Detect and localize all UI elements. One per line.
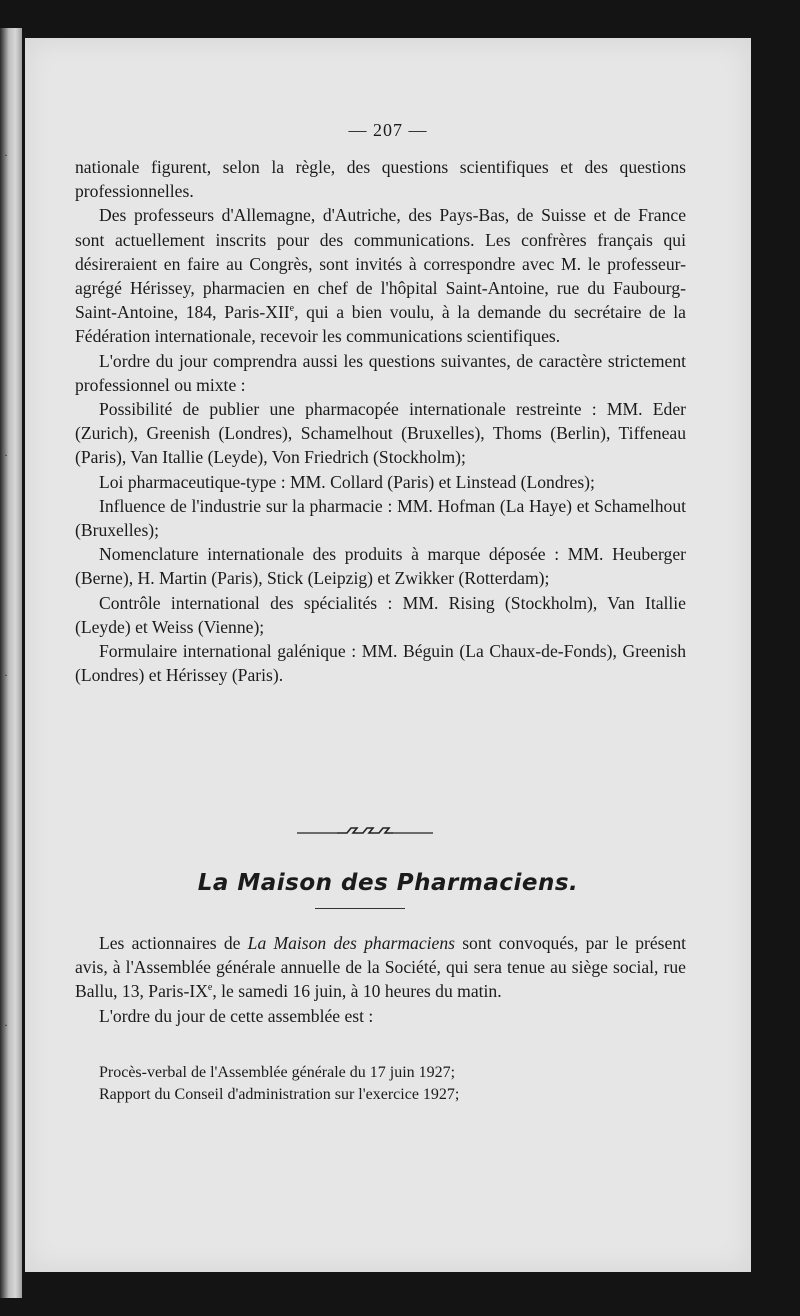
- text-run: Des professeurs d'Allemagne, d'Autriche, des Pays-Bas, de Suisse et de France sont actuellement inscrits pour des communications. Les confrères français qui désireraient en faire au Congrès, sont invités à correspondre avec M. le professeur-agrégé Hérissey, pharmacien en chef de l'hôpital Saint-Antoine, rue du Faubourg-Saint-Antoine, 184, Paris-XII: [75, 205, 686, 323]
- paragraph: L'ordre du jour comprendra aussi les questions suivantes, de caractère strictement professionnel ou mixte :: [75, 350, 686, 395]
- meeting-notice: [75, 931, 686, 1028]
- text-run: , le samedi 16 juin, à 10 heures du matin.: [212, 981, 502, 1002]
- question-item: Nomenclature internationale des produits à marque déposée : MM. Heuberger (Berne), H. Martin (Paris), Stick (Leipzig) et Zwikker (Rotterdam);: [75, 544, 686, 589]
- paragraph: L'ordre du jour de cette assemblée est :: [99, 1005, 374, 1026]
- company-name: La Maison des pharmaciens: [247, 933, 455, 953]
- agenda-item: Rapport du Conseil d'administration sur l'exercice 1927;: [99, 1086, 460, 1103]
- paragraph: nationale figurent, selon la règle, des questions scientifiques et des questions professionnelles.: [75, 157, 686, 202]
- edge-mark: ·: [4, 448, 8, 462]
- page-number: — 207 —: [348, 120, 428, 140]
- paragraph: [75, 203, 686, 348]
- question-item: Contrôle international des spécialités : MM. Rising (Stockholm), Van Itallie (Leyde) et Weiss (Vienne);: [75, 592, 686, 637]
- section-title: La Maison des Pharmaciens.: [197, 870, 579, 896]
- question-item: Influence de l'industrie sur la pharmacie : MM. Hofman (La Haye) et Schamelhout (Bruxelles);: [75, 495, 686, 541]
- edge-mark: ·: [4, 148, 8, 162]
- superscript: e: [207, 982, 213, 994]
- superscript: e: [289, 303, 295, 315]
- congress-text: [75, 155, 686, 687]
- edge-mark: ·: [4, 668, 8, 682]
- title-underline: [315, 908, 405, 909]
- edge-mark: ·: [4, 1018, 8, 1032]
- text-run: sont convoqués, par le présent avis, à l'Assemblée générale annuelle de la Société, qui sera tenue au siège social, rue Ballu, 13, Paris-IX: [75, 933, 687, 1002]
- agenda-item: Procès-verbal de l'Assemblée générale du 17 juin 1927;: [99, 1064, 456, 1081]
- paragraph: [75, 931, 686, 1004]
- ornament-divider: [295, 825, 435, 837]
- question-item: Possibilité de publier une pharmacopée internationale restreinte : MM. Eder (Zurich), Greenish (Londres), Schamelhout (Bruxelles), Thoms (Berlin), Tiffeneau (Paris), Van Itallie (Leyde), Von Friedrich (Stockholm);: [75, 399, 686, 468]
- facing-page-edge: [0, 28, 22, 1298]
- document-page: [25, 38, 751, 1272]
- text-run: , qui a bien voulu, à la demande du secrétaire de la Fédération internationale, recevoir les communications scientifiques.: [75, 302, 686, 347]
- question-item: Formulaire international galénique : MM. Béguin (La Chaux-de-Fonds), Greenish (Londres) et Hérissey (Paris).: [75, 641, 686, 686]
- agenda-list: [75, 1063, 686, 1107]
- question-item: Loi pharmaceutique-type : MM. Collard (Paris) et Linstead (Londres);: [99, 471, 595, 492]
- text-run: Les actionnaires de: [99, 933, 248, 953]
